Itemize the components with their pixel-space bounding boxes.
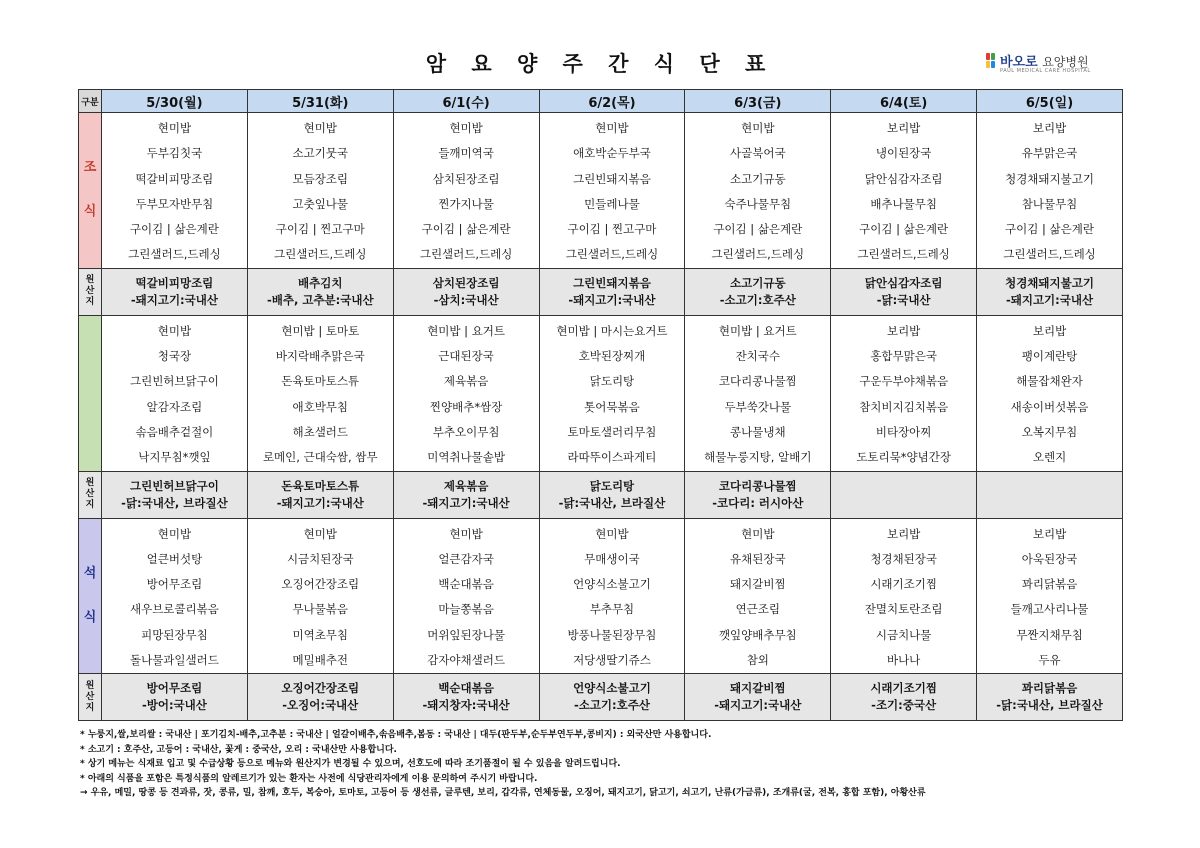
origin-dish: 오징어간장조림 xyxy=(281,681,360,696)
menu-item: 알감자조림 xyxy=(146,399,203,414)
origin-dish: 백순대볶음 xyxy=(438,681,494,696)
menu-item: 사골북어국 xyxy=(730,146,786,161)
menu-cell xyxy=(102,113,248,269)
menu-cell xyxy=(977,518,1123,674)
menu-item: 구이김 | 삶은계란 xyxy=(713,222,803,237)
menu-cell xyxy=(977,113,1123,269)
notes xyxy=(80,728,1160,801)
menu-item: 오렌지 xyxy=(1032,450,1067,465)
menu-item: 돼지갈비찜 xyxy=(730,577,786,592)
menu-item: 제육볶음 xyxy=(443,374,489,389)
origin-source: -닭:국내산 xyxy=(876,292,931,307)
menu-item: 유채된장국 xyxy=(730,551,786,566)
menu-cell xyxy=(393,518,539,674)
menu-item: 현미밥 xyxy=(595,121,629,135)
hospital-subtitle: PAUL MEDICAL CARE HOSPITAL xyxy=(1000,68,1091,74)
menu-item: 애호박무침 xyxy=(292,399,349,414)
menu-item: 로메인, 근대숙쌈, 쌈무 xyxy=(262,450,378,465)
menu-item: 구이김 | 삶은계란 xyxy=(421,222,511,237)
menu-item: 그린샐러드,드레싱 xyxy=(711,247,805,262)
menu-cell xyxy=(102,518,248,674)
menu-item: 콩나물냉채 xyxy=(730,424,786,439)
origin-cell xyxy=(977,674,1123,721)
menu-item: 새송이버섯볶음 xyxy=(1010,399,1089,414)
menu-item: 구이김 | 삶은계란 xyxy=(1005,222,1094,237)
origin-cell xyxy=(539,268,685,315)
menu-item: 삼치된장조림 xyxy=(432,171,500,186)
menu-item: 구이김 | 찐고구마 xyxy=(567,222,657,237)
menu-item: 청경채된장국 xyxy=(870,551,937,566)
menu-item: 보리밥 xyxy=(886,526,921,541)
origin-source: -닭:국내산, 브라질산 xyxy=(996,698,1103,713)
menu-item: 근대된장국 xyxy=(438,349,494,364)
menu-item: 방어무조림 xyxy=(146,577,203,592)
menu-item: 오복지무침 xyxy=(1021,424,1078,439)
origin-source: -코다리: 러시아산 xyxy=(712,495,804,510)
menu-item: 바나나 xyxy=(886,653,921,668)
menu-item: 두부김칫국 xyxy=(146,146,203,161)
menu-item: 현미밥 xyxy=(741,121,775,135)
menu-item: 냉이된장국 xyxy=(875,146,932,161)
origin-dish: 소고기규동 xyxy=(730,275,786,290)
menu-cell xyxy=(685,113,831,269)
menu-item: 해초샐러드 xyxy=(292,424,349,439)
origin-source: -돼지창자:국내산 xyxy=(422,698,510,713)
menu-item: 저당생딸기쥬스 xyxy=(573,653,651,668)
note-line: * 누룽지,쌀,보리쌀 : 국내산 | 포기김치-배추,고추분 : 국내산 | 얼갈이배추,솎음배추,봄동 : 국내산 | 대두(판두부,순두부연두부,콩비지) : 외국산만 사용합니다. xyxy=(80,730,712,740)
menu-item: 돈육토마토스튜 xyxy=(281,374,360,389)
menu-item: 미역초무침 xyxy=(292,627,349,642)
menu-item: 현미밥 | 요거트 xyxy=(718,323,797,338)
menu-item: 깻잎양배추무침 xyxy=(718,627,797,642)
origin-dish: 시래기조기찜 xyxy=(870,681,937,696)
day-header: 6/5(일) xyxy=(977,90,1123,113)
origin-cell xyxy=(831,674,977,721)
page-title: 암 요 양 주 간 식 단 표 xyxy=(425,52,775,76)
menu-item: 바지락배추맑은국 xyxy=(275,349,365,364)
weekly-menu-table xyxy=(78,89,1123,721)
hospital-logo-icon xyxy=(986,53,996,69)
menu-cell xyxy=(393,113,539,269)
menu-item: 보리밥 xyxy=(1032,526,1067,541)
menu-item: 무짠지채무침 xyxy=(1016,627,1083,642)
menu-cell xyxy=(102,315,248,471)
origin-cell xyxy=(393,471,539,518)
menu-item: 보리밥 xyxy=(1032,323,1067,338)
menu-item: 토마토샐러리무침 xyxy=(567,424,657,439)
menu-item: 톳어묵볶음 xyxy=(584,399,640,414)
menu-item: 돌나물과일샐러드 xyxy=(129,653,219,668)
lunch-origin-row xyxy=(79,471,1123,518)
lunch-row xyxy=(79,315,1123,471)
origin-cell xyxy=(685,471,831,518)
day-header: 5/30(월) xyxy=(102,90,248,113)
origin-cell xyxy=(831,268,977,315)
header-row xyxy=(79,90,1123,113)
menu-cell xyxy=(831,315,977,471)
menu-item: 시래기조기찜 xyxy=(870,577,937,592)
origin-dish: 돈육토마토스튜 xyxy=(281,478,360,493)
menu-item: 그린샐러드,드레싱 xyxy=(565,247,659,262)
menu-item: 머위잎된장나물 xyxy=(427,627,505,642)
lunch-label xyxy=(79,315,102,471)
menu-item: 감자야채샐러드 xyxy=(427,653,505,668)
menu-item: 그린샐러드,드레싱 xyxy=(274,247,367,262)
menu-cell xyxy=(539,315,685,471)
menu-item: 팽이계란탕 xyxy=(1021,349,1078,364)
note-line: * 아래의 식품을 포함은 특정식품의 알레르기가 있는 환자는 사전에 식당관리자에게 이용 문의하여 주시기 바랍니다. xyxy=(80,773,538,784)
menu-item: 참나물무침 xyxy=(1021,196,1078,211)
origin-dish: 그린빈돼지볶음 xyxy=(573,275,651,290)
menu-cell xyxy=(539,518,685,674)
menu-item: 민들레나물 xyxy=(584,196,640,211)
menu-item: 유부맑은국 xyxy=(1021,146,1078,161)
origin-cell xyxy=(102,471,248,518)
menu-item: 새우브로콜리볶음 xyxy=(129,602,219,617)
header-label: 구분 xyxy=(79,90,102,113)
menu-item: 현미밥 | 마시는요거트 xyxy=(556,323,668,338)
menu-item: 현미밥 xyxy=(157,323,192,338)
menu-item: 해물누룽지탕, 알배기 xyxy=(704,450,812,465)
menu-item: 비타장아찌 xyxy=(875,424,932,439)
origin-source: -닭:국내산, 브라질산 xyxy=(121,495,228,510)
hospital-suffix: 요양병원 xyxy=(1042,55,1089,69)
origin-label: 원 산 지 xyxy=(79,268,102,315)
menu-item: 찐양배추*쌈장 xyxy=(429,399,503,414)
origin-dish: 삼치된장조림 xyxy=(432,275,500,290)
menu-cell xyxy=(685,315,831,471)
menu-item: 현미밥 xyxy=(449,121,483,135)
menu-item: 소고기뭇국 xyxy=(292,146,349,161)
origin-source: -돼지고기:국내산 xyxy=(276,495,364,510)
dinner-label: 석 식 xyxy=(79,518,102,674)
menu-item: 보리밥 xyxy=(1032,121,1067,135)
origin-source: -조기:중국산 xyxy=(871,698,937,713)
origin-source: -소고기:호주산 xyxy=(573,698,650,713)
origin-source: -닭:국내산, 브라질산 xyxy=(558,495,666,510)
origin-source: -돼지고기:국내산 xyxy=(568,292,656,307)
menu-cell xyxy=(247,518,393,674)
origin-dish: 닭안심감자조림 xyxy=(864,275,943,290)
dinner-origin-row xyxy=(79,674,1123,721)
menu-item: 구이김 | 찐고구마 xyxy=(275,222,365,237)
origin-source: -방어:국내산 xyxy=(141,698,207,713)
menu-item: 언양식소불고기 xyxy=(573,577,651,592)
menu-item: 피망된장무침 xyxy=(141,627,208,642)
menu-item: 들깨고사리나물 xyxy=(1010,602,1089,617)
origin-source: -배추, 고추분:국내산 xyxy=(266,292,374,307)
origin-dish: 돼지갈비찜 xyxy=(730,681,786,696)
menu-item: 아욱된장국 xyxy=(1021,551,1078,566)
origin-label: 원 산 지 xyxy=(79,674,102,721)
menu-cell xyxy=(831,518,977,674)
menu-item: 호박된장찌개 xyxy=(578,349,646,364)
menu-item: 현미밥 xyxy=(157,121,192,135)
menu-item: 청경채돼지불고기 xyxy=(1005,171,1094,186)
menu-item: 현미밥 xyxy=(303,121,337,135)
menu-item: 그린빈돼지볶음 xyxy=(573,171,651,186)
menu-item: 부추오이무침 xyxy=(432,424,500,439)
origin-label: 원 산 지 xyxy=(79,471,102,518)
menu-item: 솎음배추겉절이 xyxy=(135,424,214,439)
menu-item: 그린샐러드,드레싱 xyxy=(857,247,950,262)
day-header: 6/3(금) xyxy=(685,90,831,113)
origin-cell xyxy=(102,268,248,315)
menu-item: 두유 xyxy=(1038,653,1061,668)
menu-item: 미역취나물솥밥 xyxy=(427,450,505,465)
origin-dish: 꽈리닭볶음 xyxy=(1021,681,1078,696)
hospital-logo xyxy=(986,50,1106,76)
menu-cell xyxy=(539,113,685,269)
dinner-row xyxy=(79,518,1123,674)
menu-item: 보리밥 xyxy=(886,323,921,338)
hospital-brand: 바오로 xyxy=(1000,55,1038,70)
menu-item: 참외 xyxy=(746,653,769,668)
origin-dish: 청경채돼지불고기 xyxy=(1005,275,1094,290)
menu-item: 방풍나물된장무침 xyxy=(567,627,657,642)
menu-item: 현미밥 xyxy=(303,526,337,541)
menu-item: 메밀배추전 xyxy=(292,653,349,668)
day-header: 6/2(목) xyxy=(539,90,685,113)
menu-item: 현미밥 | 요거트 xyxy=(427,323,506,338)
origin-cell xyxy=(393,674,539,721)
menu-item: 얼큰감자국 xyxy=(438,551,494,566)
origin-dish: 그린빈허브닭구이 xyxy=(129,478,219,493)
menu-item: 구운두부야채볶음 xyxy=(859,374,949,389)
menu-item: 소고기규동 xyxy=(730,171,786,186)
menu-item: 연근조림 xyxy=(735,602,781,617)
origin-dish: 떡갈비피망조림 xyxy=(135,275,214,290)
menu-item: 무매생이국 xyxy=(584,551,640,566)
menu-item: 코다리콩나물찜 xyxy=(718,374,797,389)
menu-item: 청국장 xyxy=(157,349,192,364)
origin-dish: 언양식소불고기 xyxy=(573,681,651,696)
origin-dish: 배추김치 xyxy=(298,275,343,290)
menu-item: 들깨미역국 xyxy=(438,146,494,161)
menu-item: 모듬장조림 xyxy=(292,171,349,186)
note-line: * 소고기 : 호주산, 고등어 : 국내산, 꽃게 : 중국산, 오리 : 국내산만 사용합니다. xyxy=(80,744,397,755)
menu-item: 오징어간장조림 xyxy=(281,577,360,592)
menu-item: 숙주나물무침 xyxy=(724,196,792,211)
menu-item: 시금치된장국 xyxy=(286,551,354,566)
menu-item: 참치비지김치볶음 xyxy=(859,399,949,414)
origin-source: -오징어:국내산 xyxy=(282,698,359,713)
menu-item: 떡갈비피망조림 xyxy=(135,171,214,186)
menu-item: 라따뚜이스파게티 xyxy=(567,450,657,465)
menu-cell xyxy=(247,315,393,471)
origin-source: -돼지고기:국내산 xyxy=(1005,292,1094,307)
origin-cell xyxy=(539,471,685,518)
menu-item: 구이김 | 삶은계란 xyxy=(859,222,949,237)
menu-item: 무나물볶음 xyxy=(292,602,349,617)
menu-item: 홍합무맑은국 xyxy=(870,349,937,364)
origin-cell xyxy=(102,674,248,721)
menu-item: 그린샐러드,드레싱 xyxy=(128,247,221,262)
menu-item: 백순대볶음 xyxy=(438,577,494,592)
menu-item: 현미밥 | 토마토 xyxy=(281,323,360,338)
menu-item: 꽈리닭볶음 xyxy=(1021,577,1078,592)
menu-item: 닭도리탕 xyxy=(589,374,635,389)
menu-item: 현미밥 xyxy=(449,526,483,541)
origin-cell xyxy=(539,674,685,721)
menu-item: 그린빈허브닭구이 xyxy=(129,374,219,389)
origin-cell xyxy=(247,268,393,315)
menu-item: 현미밥 xyxy=(741,526,775,541)
breakfast-row xyxy=(79,113,1123,269)
origin-dish: 방어무조림 xyxy=(146,681,203,696)
day-header: 6/1(수) xyxy=(393,90,539,113)
day-header: 5/31(화) xyxy=(247,90,393,113)
breakfast-label: 조 식 xyxy=(79,113,102,269)
origin-cell xyxy=(685,674,831,721)
origin-cell xyxy=(685,268,831,315)
menu-item: 그린샐러드,드레싱 xyxy=(419,247,513,262)
menu-item: 찐가지나물 xyxy=(438,196,494,211)
menu-item: 얼큰버섯탕 xyxy=(146,551,203,566)
breakfast-origin-row xyxy=(79,268,1123,315)
menu-item: 마늘쫑볶음 xyxy=(438,602,494,617)
origin-cell xyxy=(831,471,977,518)
origin-source: -돼지고기:국내산 xyxy=(422,495,510,510)
origin-cell xyxy=(977,471,1123,518)
menu-item: 잔멸치토란조림 xyxy=(864,602,943,617)
menu-item: 현미밥 xyxy=(595,526,629,541)
menu-item: 애호박순두부국 xyxy=(573,146,651,161)
origin-source: -돼지고기:국내산 xyxy=(130,292,218,307)
menu-cell xyxy=(977,315,1123,471)
menu-item: 구이김 | 삶은계란 xyxy=(129,222,219,237)
menu-cell xyxy=(247,113,393,269)
menu-cell xyxy=(831,113,977,269)
origin-source: -삼치:국내산 xyxy=(433,292,499,307)
menu-item: 배추나물무침 xyxy=(870,196,937,211)
menu-item: 낙지무침*깻잎 xyxy=(138,450,211,465)
origin-dish: 코다리콩나물찜 xyxy=(718,478,797,493)
note-line: * 상기 메뉴는 식재료 입고 및 수급상황 등으로 메뉴와 원산지가 변경될 수 있으며, 선호도에 따라 조기품절이 될 수 있음을 알려드립니다. xyxy=(80,759,621,769)
menu-item: 현미밥 xyxy=(157,526,192,541)
menu-item: 그린샐러드,드레싱 xyxy=(1003,247,1096,262)
note-line: → 우유, 메밀, 땅콩 등 견과류, 잣, 콩류, 밀, 참깨, 호두, 복숭아, 토마토, 고등어 등 생선류, 글루텐, 보리, 갑각류, 연체동물, 오징어, 돼지고기, 닭고기, 쇠고기, 난류(가금류), 조개류(굴, 전복, 홍합 포함), 아황산류 xyxy=(80,788,926,798)
menu-item: 부추무침 xyxy=(589,602,635,617)
origin-source: -소고기:호주산 xyxy=(719,292,796,307)
menu-item: 도토리묵*양념간장 xyxy=(856,450,951,465)
menu-cell xyxy=(685,518,831,674)
menu-item: 닭안심감자조림 xyxy=(864,171,943,186)
menu-item: 두부쑥갓나물 xyxy=(724,399,792,414)
origin-dish: 닭도리탕 xyxy=(589,478,635,493)
menu-cell xyxy=(393,315,539,471)
menu-item: 시금치나물 xyxy=(875,627,932,642)
menu-item: 두부모자반무침 xyxy=(135,196,214,211)
origin-source: -돼지고기:국내산 xyxy=(714,698,802,713)
origin-dish: 제육볶음 xyxy=(443,478,489,493)
origin-cell xyxy=(977,268,1123,315)
day-header: 6/4(토) xyxy=(831,90,977,113)
origin-cell xyxy=(247,674,393,721)
menu-item: 고춧잎나물 xyxy=(292,196,349,211)
menu-item: 잔치국수 xyxy=(735,349,781,364)
origin-cell xyxy=(247,471,393,518)
menu-item: 해물잡채완자 xyxy=(1016,374,1083,389)
menu-item: 보리밥 xyxy=(886,121,921,135)
origin-cell xyxy=(393,268,539,315)
